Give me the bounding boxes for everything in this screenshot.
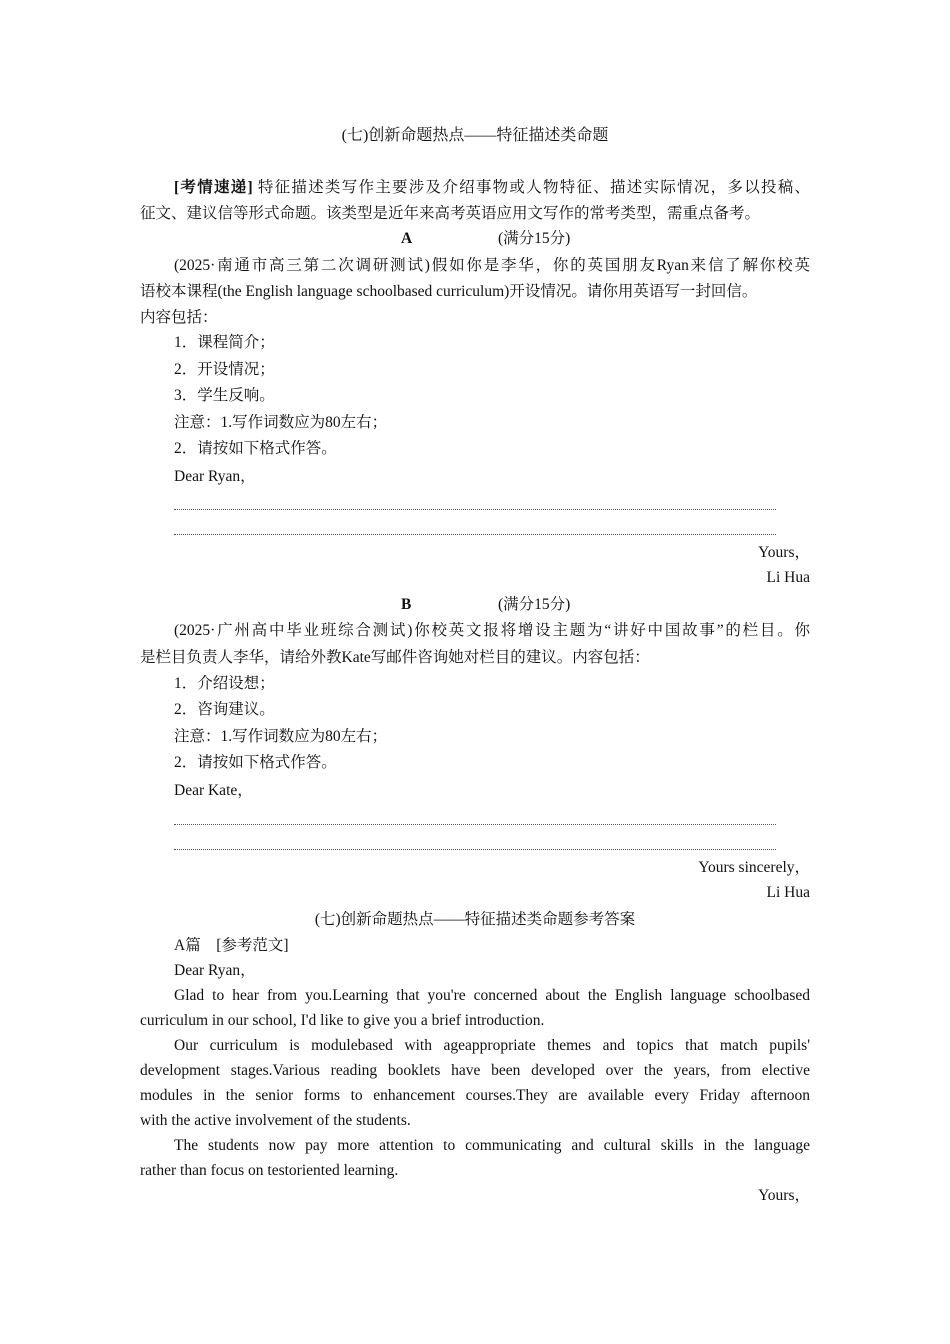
section-a-signature: Li Hua [766,569,810,586]
section-b-item-1: 1．介绍设想； [174,675,275,692]
answer-line [174,849,776,850]
answers-p2-line-2: development stages.Various reading booklets have been developed over the years, from elective [140,1062,810,1079]
section-b-note-2: 2．请按如下格式作答。 [174,754,337,771]
section-b-prompt-text-1: 你校英文报将增设主题为“讲好中国故事”的栏目。你 [412,622,810,639]
answers-a-heading: A篇 [参考范文] [174,937,289,954]
section-a-note-1: 注意：1.写作词数应为80左右； [174,414,388,431]
section-a-item-3: 3．学生反响。 [174,387,275,404]
answers-p3-line-2: rather than focus on testoriented learning. [140,1162,399,1179]
answers-closing: Yours， [758,1187,810,1204]
section-a-score: (满分15分) [498,230,571,247]
section-b-item-2: 2．咨询建议。 [174,701,275,718]
section-a-note-2: 2．请按如下格式作答。 [174,440,337,457]
answers-p1-line-1: Glad to hear from you.Learning that you're concerned about the English language schoolbased [174,987,810,1004]
section-a-prompt-line-2: 语校本课程(the English language schoolbased curriculum)开设情况。请你用英语写一封回信。 [140,283,758,300]
answer-line [174,824,776,825]
section-a-label: A [401,230,413,247]
section-b-signature: Li Hua [766,884,810,901]
section-b-note-1: 注意：1.写作词数应为80左右； [174,728,388,745]
intro-tag: [考情速递] [174,179,253,196]
page-title: (七)创新命题热点——特征描述类命题 [341,127,609,144]
section-b-score: (满分15分) [498,596,571,613]
answers-p2-line-4: with the active involvement of the students. [140,1112,411,1129]
section-a-source: (2025·南通市高三第二次调研测试) [174,257,430,274]
answers-title: (七)创新命题热点——特征描述类命题参考答案 [314,911,636,928]
section-b-source: (2025·广州高中毕业班综合测试) [174,622,413,639]
answer-line [174,509,776,510]
section-b-prompt-line-2: 是栏目负责人李华，请给外教Kate写邮件咨询她对栏目的建议。内容包括： [140,649,650,666]
section-a-greeting: Dear Ryan， [174,468,256,485]
answers-p1-line-2: curriculum in our school, I'd like to give you a brief introduction. [140,1012,545,1029]
answers-p2-line-3: modules in the senior forms to enhancement courses.They are available every Friday afternoon [140,1087,810,1104]
answers-p3-line-1: The students now pay more attention to communicating and cultural skills in the language [174,1137,810,1154]
section-a-prompt-text-1: 假如你是李华，你的英国朋友Ryan来信了解你校英 [429,257,810,274]
answer-line [174,534,776,535]
section-b-prompt-line-1 [174,621,810,641]
answers-p2-line-1: Our curriculum is modulebased with ageappropriate themes and topics that match pupils' [174,1037,810,1054]
intro-line-2: 征文、建议信等形式命题。该类型是近年来高考英语应用文写作的常考类型，需重点备考。 [140,205,761,222]
section-b-closing: Yours sincerely， [698,859,810,876]
section-b-greeting: Dear Kate， [174,782,253,799]
intro-text-1: 特征描述类写作主要涉及介绍事物或人物特征、描述实际情况，多以投稿、 [257,179,811,196]
answers-greeting: Dear Ryan， [174,962,256,979]
section-b-label: B [401,596,412,613]
section-a-item-1: 1．课程简介； [174,334,275,351]
intro-line-1 [174,178,810,198]
section-a-item-2: 2．开设情况； [174,361,275,378]
section-a-prompt-line-3: 内容包括： [140,309,218,326]
section-a-closing: Yours， [758,544,810,561]
section-a-prompt-line-1 [174,256,810,276]
